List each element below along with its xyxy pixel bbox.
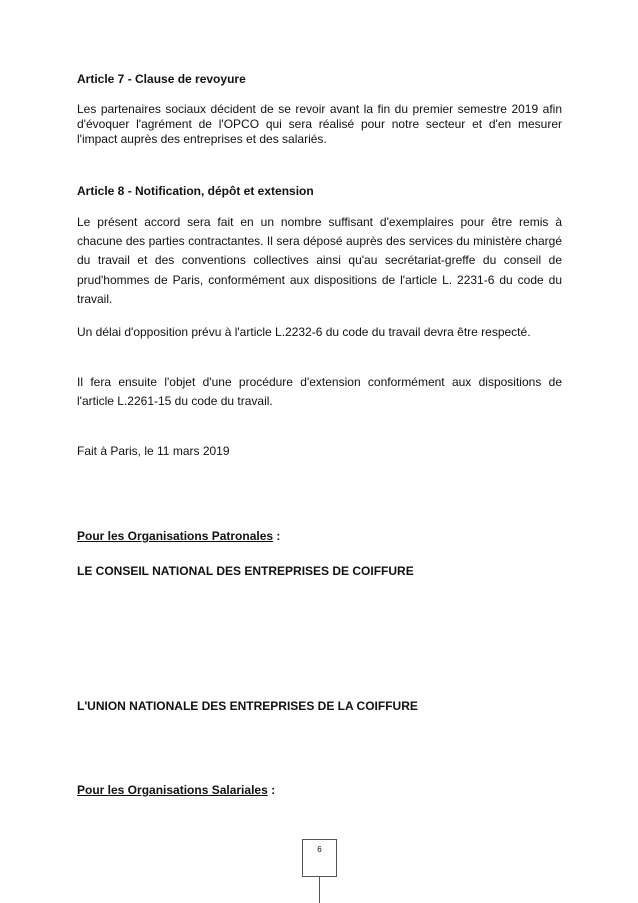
employees-colon: : (267, 783, 276, 797)
employers-label: Pour les Organisations Patronales (77, 529, 274, 543)
article-7-heading: Article 7 - Clause de revoyure (77, 72, 246, 86)
article-7-body: Les partenaires sociaux décident de se revoir avant la fin du premier semestre 2019 afin d'évoquer l'agrément de l'OPCO qui sera réalisé pour notre secteur et d'en mesurer l'impact auprès des entreprises et des salariés. (77, 102, 562, 146)
page-number-box (302, 839, 337, 877)
employers-signature-heading (77, 529, 562, 544)
employees-signature-heading (77, 783, 562, 798)
org-cnec: LE CONSEIL NATIONAL DES ENTREPRISES DE COIFFURE (77, 564, 414, 578)
employers-colon: : (273, 529, 281, 543)
page-number: 6 (317, 845, 322, 854)
page-number-line (319, 877, 320, 903)
article-8-heading: Article 8 - Notification, dépôt et extension (77, 184, 314, 198)
article-8-paragraph-2: Un délai d'opposition prévu à l'article L.2232-6 du code du travail devra être respecté. (77, 325, 531, 339)
place-date-line: Fait à Paris, le 11 mars 2019 (77, 444, 230, 458)
article-8-paragraph-1: Le présent accord sera fait en un nombre suffisant d'exemplaires pour être remis à chacune des parties contractantes. Il sera déposé auprès des services du ministère chargé du travail et des conventions collectives ainsi qu'au secrétariat-greffe du conseil de prud'hommes de Paris, conformément aux dispositions de l'article L. 2231-6 du code du travail. (77, 215, 562, 306)
employees-label: Pour les Organisations Salariales (77, 783, 268, 797)
article-8-paragraph-3: Il fera ensuite l'objet d'une procédure d'extension conformément aux dispositions de l'article L.2261-15 du code du travail. (77, 375, 562, 409)
org-unec: L'UNION NATIONALE DES ENTREPRISES DE LA COIFFURE (77, 699, 418, 713)
